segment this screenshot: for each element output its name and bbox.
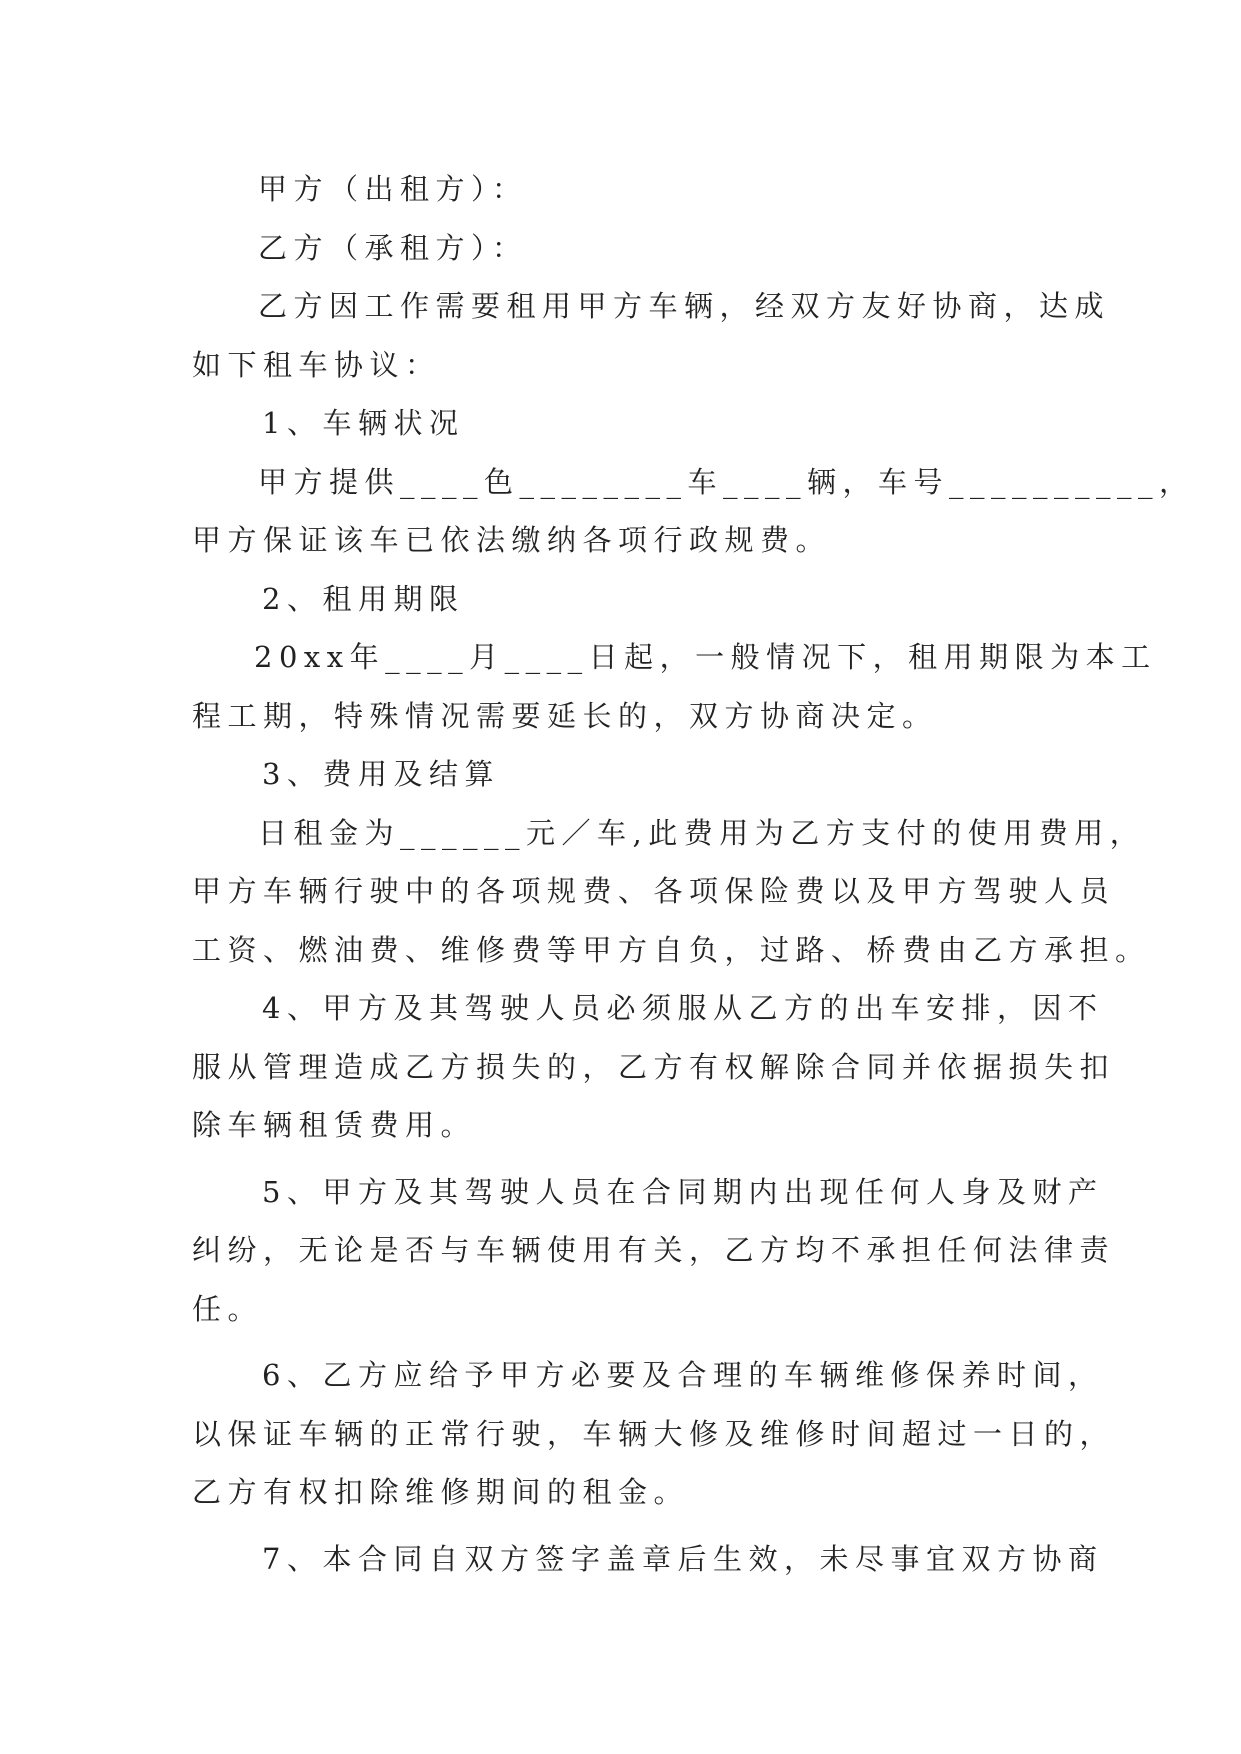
- vehicle-info-line-1: 甲方提供____色________车____辆，车号__________，: [258, 464, 1195, 499]
- intro-paragraph-line-1: 乙方因工作需要租用甲方车辆，经双方友好协商，达成: [258, 289, 1111, 323]
- clause-5-line-2: 纠纷，无论是否与车辆使用有关，乙方均不承担任何法律责: [192, 1233, 1116, 1267]
- clause-5-line-1: 5、甲方及其驾驶人员在合同期内出现任何人身及财产: [262, 1174, 1104, 1209]
- fees-line-3: 工资、燃油费、维修费等甲方自负，过路、桥费由乙方承担。: [192, 932, 1151, 967]
- section-3-heading: 3、费用及结算: [262, 757, 500, 791]
- section-2-heading: 2、租用期限: [262, 581, 465, 616]
- clause-7-line-1: 7、本合同自双方签字盖章后生效，未尽事宜双方协商: [262, 1541, 1104, 1576]
- clause-6-line-2: 以保证车辆的正常行驶，车辆大修及维修时间超过一日的，: [192, 1416, 1116, 1451]
- clause-4-line-3: 除车辆租赁费用。: [192, 1108, 477, 1142]
- vehicle-info-line-2: 甲方保证该车已依法缴纳各项行政规费。: [192, 523, 832, 557]
- clause-5-line-3: 任。: [192, 1291, 264, 1326]
- clause-4-line-1: 4、甲方及其驾驶人员必须服从乙方的出车安排，因不: [262, 991, 1104, 1025]
- fees-line-1: 日租金为______元／车,此费用为乙方支付的使用费用，: [258, 815, 1146, 850]
- intro-paragraph-line-2: 如下租车协议：: [192, 347, 441, 382]
- contract-body: [192, 160, 1195, 1588]
- lease-term-line-1: 20xx年____月____日起，一般情况下，租用期限为本工: [254, 640, 1157, 674]
- fees-line-2: 甲方车辆行驶中的各项规费、各项保险费以及甲方驾驶人员: [192, 874, 1116, 908]
- clause-6-line-1: 6、乙方应给予甲方必要及合理的车辆维修保养时间，: [262, 1358, 1104, 1392]
- clause-6-line-3: 乙方有权扣除维修期间的租金。: [192, 1475, 690, 1509]
- section-1-heading: 1、车辆状况: [262, 406, 465, 440]
- party-b-line: 乙方（承租方）：: [258, 230, 528, 265]
- lease-term-line-2: 程工期，特殊情况需要延长的，双方协商决定。: [192, 698, 938, 733]
- clause-4-line-2: 服从管理造成乙方损失的，乙方有权解除合同并依据损失扣: [192, 1049, 1116, 1084]
- party-a-line: 甲方（出租方）：: [258, 172, 528, 206]
